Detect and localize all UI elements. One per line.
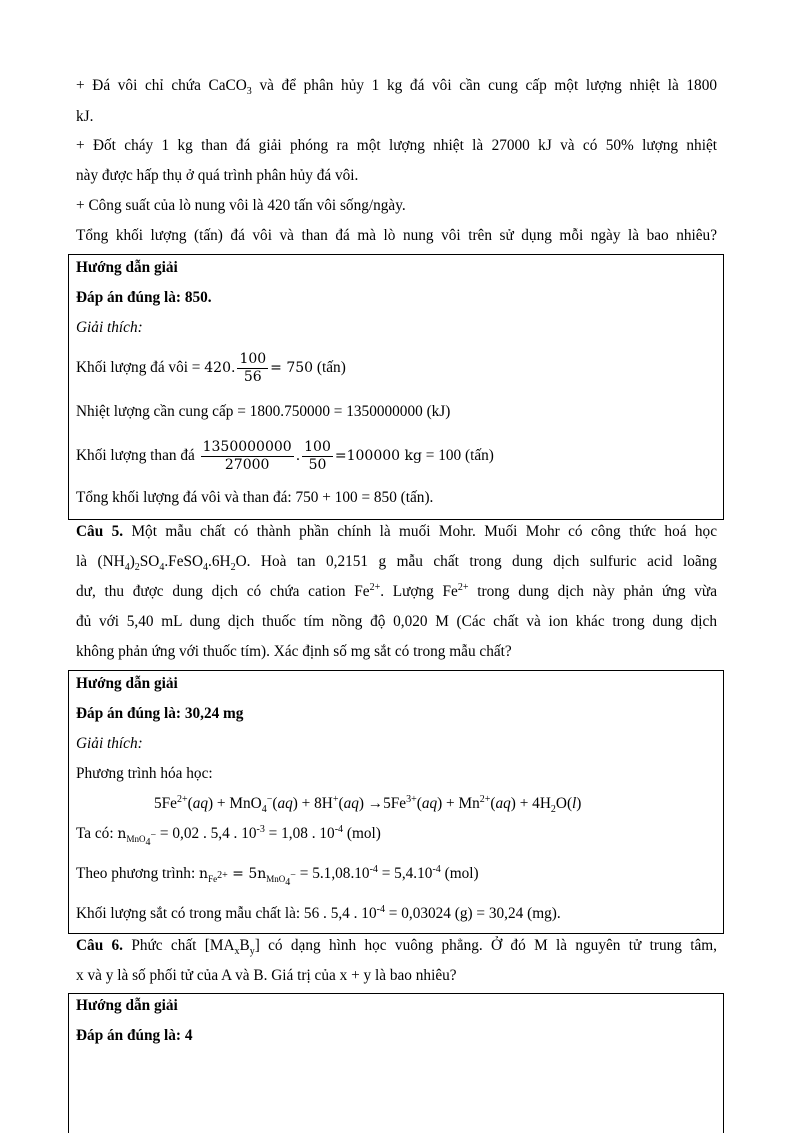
intro-question: Tổng khối lượng (tấn) đá vôi và than đá mà lò nung vôi trên sử dụng mỗi ngày là bao nhiêu? <box>76 227 717 244</box>
q5-line-4: đủ với 5,40 mL dung dịch thuốc tím nồng độ 0,020 M (Các chất và ion khác trong dung dịch <box>76 613 717 630</box>
box2-moles-iron: Theo phương trình: $n_{Fe^{2+}} = 5n_{MnO_4^-} = 5.1,08.10^{-4} = 5,4.10^{-4}$ (mol) <box>76 863 479 888</box>
intro-line-4: này được hấp thụ ở quá trình phân hủy đá vôi. <box>76 167 359 184</box>
q5-line-1: Câu 5. Một mẫu chất có thành phần chính là muối Mohr. Muối Mohr có công thức hoá học <box>76 523 717 540</box>
box2-answer: Đáp án đúng là: 30,24 mg <box>76 705 244 722</box>
box1-coal-mass: Khối lượng than đá $\frac{1350000000}{27000}$ . $\frac{100}{50}$ =100000 kg = 100 (tấn) <box>76 438 494 473</box>
box2-explain: Giải thích: <box>76 735 143 752</box>
fraction-100-50: $\frac{100}{50}$ <box>304 438 331 473</box>
box1-heat-required: Nhiệt lượng cần cung cấp = 1800.750000 = 1350000000 (kJ) <box>76 403 451 420</box>
q6-line-1: Câu 6. Phức chất $[MA_xB_y]$ có dạng hình học vuông phẳng. Ở đó M là nguyên tử trung tâm, <box>76 937 718 958</box>
q5-line-5: không phản ứng với thuốc tím). Xác định số mg sắt có trong mẫu chất? <box>76 643 512 660</box>
box1-limestone-mass: Khối lượng đá vôi = 420. $\frac{100}{56}$ = 750 (tấn) <box>76 350 346 385</box>
box2-chemical-equation: $5Fe^{2+}(aq) + MnO_4^-(aq) + 8H^+(aq) \to 5Fe^{3+}(aq) + Mn^{2+}(aq) + 4H_2O(l)$ <box>154 793 582 816</box>
intro-line-5: + Công suất của lò nung vôi là 420 tấn vôi sống/ngày. <box>76 197 406 214</box>
box3-heading: Hướng dẫn giải <box>76 997 178 1014</box>
box1-explain: Giải thích: <box>76 319 143 336</box>
fraction-100-56: $\frac{100}{56}$ <box>239 350 267 385</box>
fraction-heat-coal: $\frac{1350000000}{27000}$ <box>202 438 292 473</box>
intro-line-2: kJ. <box>76 108 94 125</box>
box2-equation-label: Phương trình hóa học: <box>76 765 213 782</box>
q5-line-2: là $(NH_4)_2SO_4.FeSO_4.6H_2O$. Hoà tan 0,2151 g mẫu chất trong dung dịch sulfuric acid loãng <box>76 553 717 574</box>
box1-answer: Đáp án đúng là: 850. <box>76 289 212 306</box>
q5-line-3: dư, thu được dung dịch có chứa cation $Fe^{2+}$. Lượng $Fe^{2+}$ trong dung dịch này phản ứng vừa <box>76 581 717 600</box>
box2-moles-permanganate: Ta có: $n_{MnO_4^-} = 0,02$ . 5,4 . $10^{-3} = 1,08$ . $10^{-4}$ (mol) <box>76 823 381 848</box>
box2-iron-mass: Khối lượng sắt có trong mẫu chất là: 56 . 5,4 . $10^{-4} = 0,03024$ (g) = 30,24 (mg). <box>76 903 561 922</box>
box2-heading: Hướng dẫn giải <box>76 675 178 692</box>
intro-line-3: + Đốt cháy 1 kg than đá giải phóng ra một lượng nhiệt là 27000 kJ và có 50% lượng nhiệt <box>76 137 717 154</box>
box3-answer: Đáp án đúng là: 4 <box>76 1027 193 1044</box>
box1-heading: Hướng dẫn giải <box>76 259 178 276</box>
box1-total: Tổng khối lượng đá vôi và than đá: 750 + 100 = 850 (tấn). <box>76 489 434 506</box>
intro-line-1: + Đá vôi chỉ chứa CaCO$_3$ và để phân hủy 1 kg đá vôi cần cung cấp một lượng nhiệt là 1800 <box>76 77 717 98</box>
q6-line-2: x và y là số phối tử của A và B. Giá trị của x + y là bao nhiêu? <box>76 967 457 984</box>
